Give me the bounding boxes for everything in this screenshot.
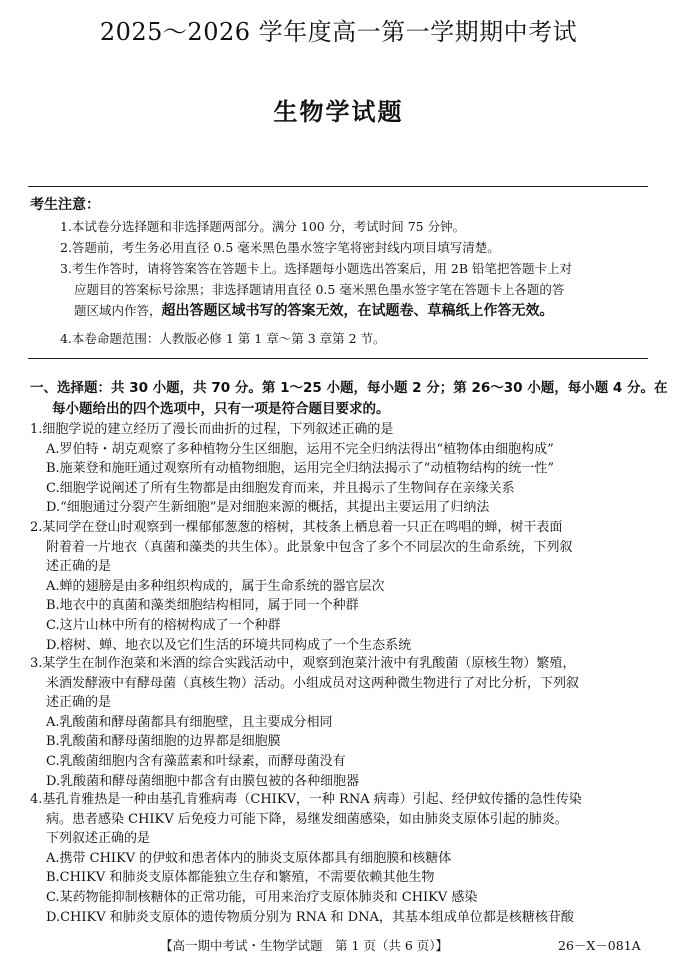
paper-code: 26－X－081A	[558, 938, 641, 953]
notice-item-3-cont2	[60, 300, 655, 322]
notice-heading: 考生注意：	[30, 197, 100, 213]
question-stem-cont: 附着着一片地衣（真菌和藻类的共生体）。此景象中包含了多个不同层次的生命系统，下列叙	[46, 539, 573, 555]
option-a: A.蝉的翅膀是由多种组织构成的，属于生命系统的器官层次	[46, 578, 385, 594]
option-a: A.携带 CHIKV 的伊蚊和患者体内的肺炎支原体都具有细胞膜和核糖体	[46, 850, 452, 866]
section-heading-line-2: 每小题给出的四个选项中，只有一项是符合题目要求的。	[52, 401, 390, 417]
option-a: A.乳酸菌和酵母菌都具有细胞壁，且主要成分相同	[46, 714, 333, 730]
option-d: D.乳酸菌和酵母菌细胞中都含有由膜包被的各种细胞器	[46, 773, 360, 789]
exam-title: 2025～2026 学年度高一第一学期期中考试	[99, 18, 578, 46]
option-d: D.CHIKV 和肺炎支原体的遗传物质分别为 RNA 和 DNA，其基本组成单位都是核糖核苷酸	[46, 909, 574, 925]
option-b: B.地衣中的真菌和藻类细胞结构相同，属于同一个种群	[46, 598, 359, 614]
option-a: A.罗伯特・胡克观察了多种植物分生区细胞，运用不完全归纳法得出“植物体由细胞构成”	[46, 441, 554, 457]
paper-subtitle: 生物学试题	[273, 98, 404, 126]
question-3	[30, 654, 660, 791]
question-stem-cont: 病。患者感染 CHIKV 后免疫力可能下降，易继发细菌感染，如由肺炎支原体引起的肺炎。	[46, 811, 568, 827]
question-4	[30, 790, 660, 927]
section-heading-line-1: 一、选择题：共 30 小题，共 70 分。第 1～25 小题，每小题 2 分；第 26～30 小题，每小题 4 分。在	[30, 380, 668, 396]
notice-item-2: 2.答题前，考生务必用直径 0.5 毫米黑色墨水签字笔将密封线内项目填写清楚。	[60, 240, 500, 255]
option-c: C.这片山林中所有的榕树构成了一个种群	[46, 617, 281, 633]
notice-item-4: 4.本卷命题范围：人教版必修 1 第 1 章～第 3 章第 2 节。	[60, 331, 386, 346]
option-d: D.“细胞通过分裂产生新细胞”是对细胞来源的概括，其提出主要运用了归纳法	[46, 500, 490, 516]
question-stem: 1.细胞学说的建立经历了漫长而曲折的过程，下列叙述正确的是	[30, 422, 394, 437]
question-stem-cont: 米酒发酵液中有酵母菌（真核生物）活动。小组成员对这两种微生物进行了对比分析，下列叙	[46, 675, 580, 691]
option-b: B.施莱登和施旺通过观察所有动植物细胞，运用完全归纳法揭示了“动植物结构的统一性”	[46, 461, 554, 477]
question-1	[30, 420, 660, 518]
page-footer: 【高一期中考试・生物学试题 第 1 页（共 6 页）】	[160, 938, 449, 953]
question-stem: 4.基孔肯雅热是一种由基孔肯雅病毒（CHIKV，一种 RNA 病毒）引起、经伊蚊传播的急性传染	[30, 792, 582, 807]
question-stem-cont: 述正确的是	[46, 695, 112, 711]
option-c: C.细胞学说阐述了所有生物都是由细胞发育而来，并且揭示了生物间存在亲缘关系	[46, 480, 515, 496]
question-stem: 3.某学生在制作泡菜和米酒的综合实践活动中，观察到泡菜汁液中有乳酸菌（原核生物）繁殖，	[30, 656, 576, 671]
option-b: B.乳酸菌和酵母菌细胞的边界都是细胞膜	[46, 734, 281, 750]
option-c: C.乳酸菌细胞内含有藻蓝素和叶绿素，而酵母菌没有	[46, 753, 346, 769]
divider-top	[28, 186, 648, 187]
notice-item-3: 3.考生作答时，请将答案答在答题卡上。选择题每小题选出答案后，用 2B 铅笔把答题卡上对	[60, 261, 573, 276]
option-b: B.CHIKV 和肺炎支原体都能独立生存和繁殖，不需要依赖其他生物	[46, 870, 435, 886]
section-heading	[30, 378, 668, 420]
option-d: D.榕树、蝉、地衣以及它们生活的环境共同构成了一个生态系统	[46, 637, 412, 653]
option-c: C.某药物能抑制核糖体的正常功能，可用来治疗支原体肺炎和 CHIKV 感染	[46, 889, 478, 905]
notice-item-3-cont: 应题目的答案标号涂黑；非选择题请用直径 0.5 毫米黑色墨水签字笔在答题卡上各题的答	[74, 282, 565, 297]
divider-bottom	[28, 358, 648, 359]
question-stem-cont: 述正确的是	[46, 559, 112, 575]
notice-list	[60, 216, 655, 349]
notice-item-3-prefix: 题区域内作答，	[74, 303, 162, 318]
question-stem-cont: 下列叙述正确的是	[46, 831, 151, 847]
notice-item-3-bold: 超出答题区域书写的答案无效，在试题卷、草稿纸上作答无效。	[161, 303, 554, 319]
notice-item-1: 1.本试卷分选择题和非选择题两部分。满分 100 分，考试时间 75 分钟。	[60, 219, 466, 234]
question-2	[30, 518, 660, 655]
question-stem: 2.某同学在登山时观察到一棵郁郁葱葱的榕树，其枝条上栖息着一只正在鸣唱的蝉，树干表面	[30, 520, 563, 535]
